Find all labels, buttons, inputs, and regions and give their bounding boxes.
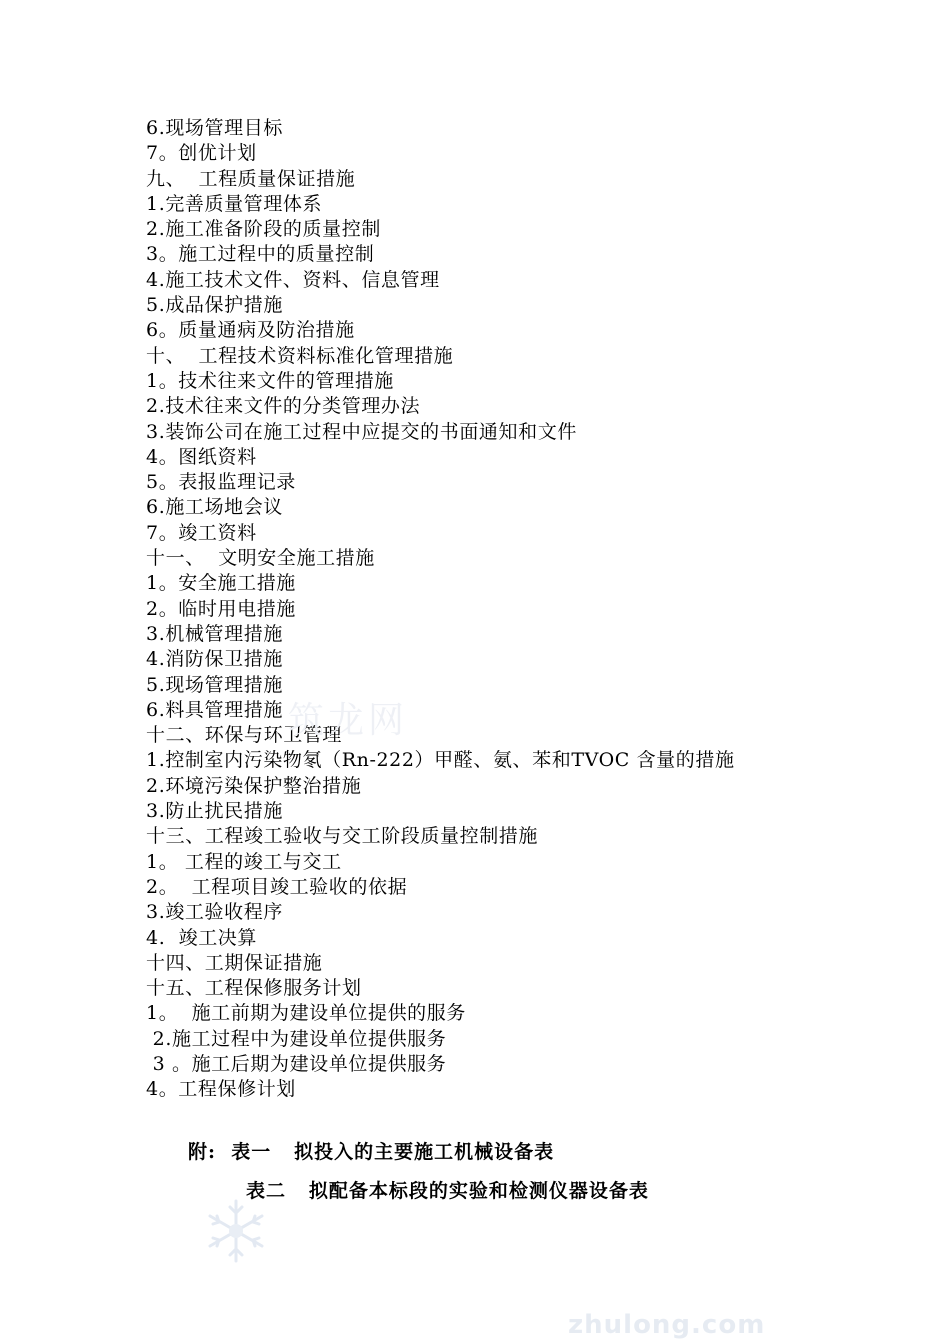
toc-item: 2.环境污染保护整治措施 bbox=[146, 774, 362, 797]
toc-item: 1。安全施工措施 bbox=[146, 572, 296, 595]
toc-item: 3。施工过程中的质量控制 bbox=[146, 243, 375, 266]
toc-item: 2.施工过程中为建设单位提供服务 bbox=[146, 1027, 447, 1050]
toc-item: 3.机械管理措施 bbox=[146, 622, 283, 645]
toc-item: 1.控制室内污染物氡（Rn-222）甲醛、氨、苯和TVOC 含量的措施 bbox=[146, 749, 735, 772]
toc-item: 6.施工场地会议 bbox=[146, 496, 283, 519]
toc-item: 1。 工程的竣工与交工 bbox=[146, 850, 342, 873]
toc-item: 4. 竣工决算 bbox=[146, 926, 258, 949]
toc-item: 4。图纸资料 bbox=[146, 445, 257, 468]
watermark-logo-text: zhulong.com bbox=[568, 1310, 766, 1340]
toc-item: 6。质量通病及防治措施 bbox=[146, 319, 355, 342]
toc-item: 十三、工程竣工验收与交工阶段质量控制措施 bbox=[146, 825, 539, 848]
toc-item: 2.技术往来文件的分类管理办法 bbox=[146, 395, 421, 418]
toc-item: 十四、工期保证措施 bbox=[146, 951, 323, 974]
toc-item: 2.施工准备阶段的质量控制 bbox=[146, 218, 381, 241]
toc-item: 4.施工技术文件、资料、信息管理 bbox=[146, 268, 440, 291]
toc-item: 7。竣工资料 bbox=[146, 521, 257, 544]
toc-item: 2。临时用电措施 bbox=[146, 597, 296, 620]
toc-item: 1.完善质量管理体系 bbox=[146, 192, 323, 215]
toc-item: 6.现场管理目标 bbox=[146, 117, 283, 139]
toc-item: 3.防止扰民措施 bbox=[146, 800, 283, 823]
toc-item: 6.料具管理措施 bbox=[146, 698, 283, 721]
toc-item: 3.竣工验收程序 bbox=[146, 901, 283, 924]
appendix-table-two: 表二 拟配备本标段的实验和检测仪器设备表 bbox=[246, 1180, 649, 1202]
toc-item: 十一、 文明安全施工措施 bbox=[146, 547, 375, 570]
toc-item: 7。创优计划 bbox=[146, 142, 257, 165]
toc-item: 4.消防保卫措施 bbox=[146, 648, 283, 671]
toc-item: 5。表报监理记录 bbox=[146, 471, 296, 494]
watermark-text: 筑龙网 bbox=[288, 700, 409, 741]
toc-item: 2。 工程项目竣工验收的依据 bbox=[146, 875, 408, 898]
toc-item: 3 。施工后期为建设单位提供服务 bbox=[146, 1052, 447, 1075]
toc-item: 1。技术往来文件的管理措施 bbox=[146, 369, 394, 392]
table-of-contents bbox=[146, 116, 735, 1103]
toc-item: 十五、工程保修服务计划 bbox=[146, 977, 362, 1000]
toc-item: 5.成品保护措施 bbox=[146, 294, 283, 317]
snowflake-logo-icon bbox=[200, 1195, 272, 1267]
toc-item: 1。 施工前期为建设单位提供的服务 bbox=[146, 1002, 466, 1025]
toc-item: 3.装饰公司在施工过程中应提交的书面通知和文件 bbox=[146, 420, 577, 443]
appendix-table-one: 附: 表一 拟投入的主要施工机械设备表 bbox=[188, 1141, 555, 1163]
toc-item: 4。工程保修计划 bbox=[146, 1078, 296, 1101]
toc-item: 十、 工程技术资料标准化管理措施 bbox=[146, 344, 454, 367]
toc-item: 十二、环保与环卫管理 bbox=[146, 724, 343, 747]
toc-item: 九、 工程质量保证措施 bbox=[146, 167, 356, 190]
toc-item: 5.现场管理措施 bbox=[146, 673, 283, 696]
